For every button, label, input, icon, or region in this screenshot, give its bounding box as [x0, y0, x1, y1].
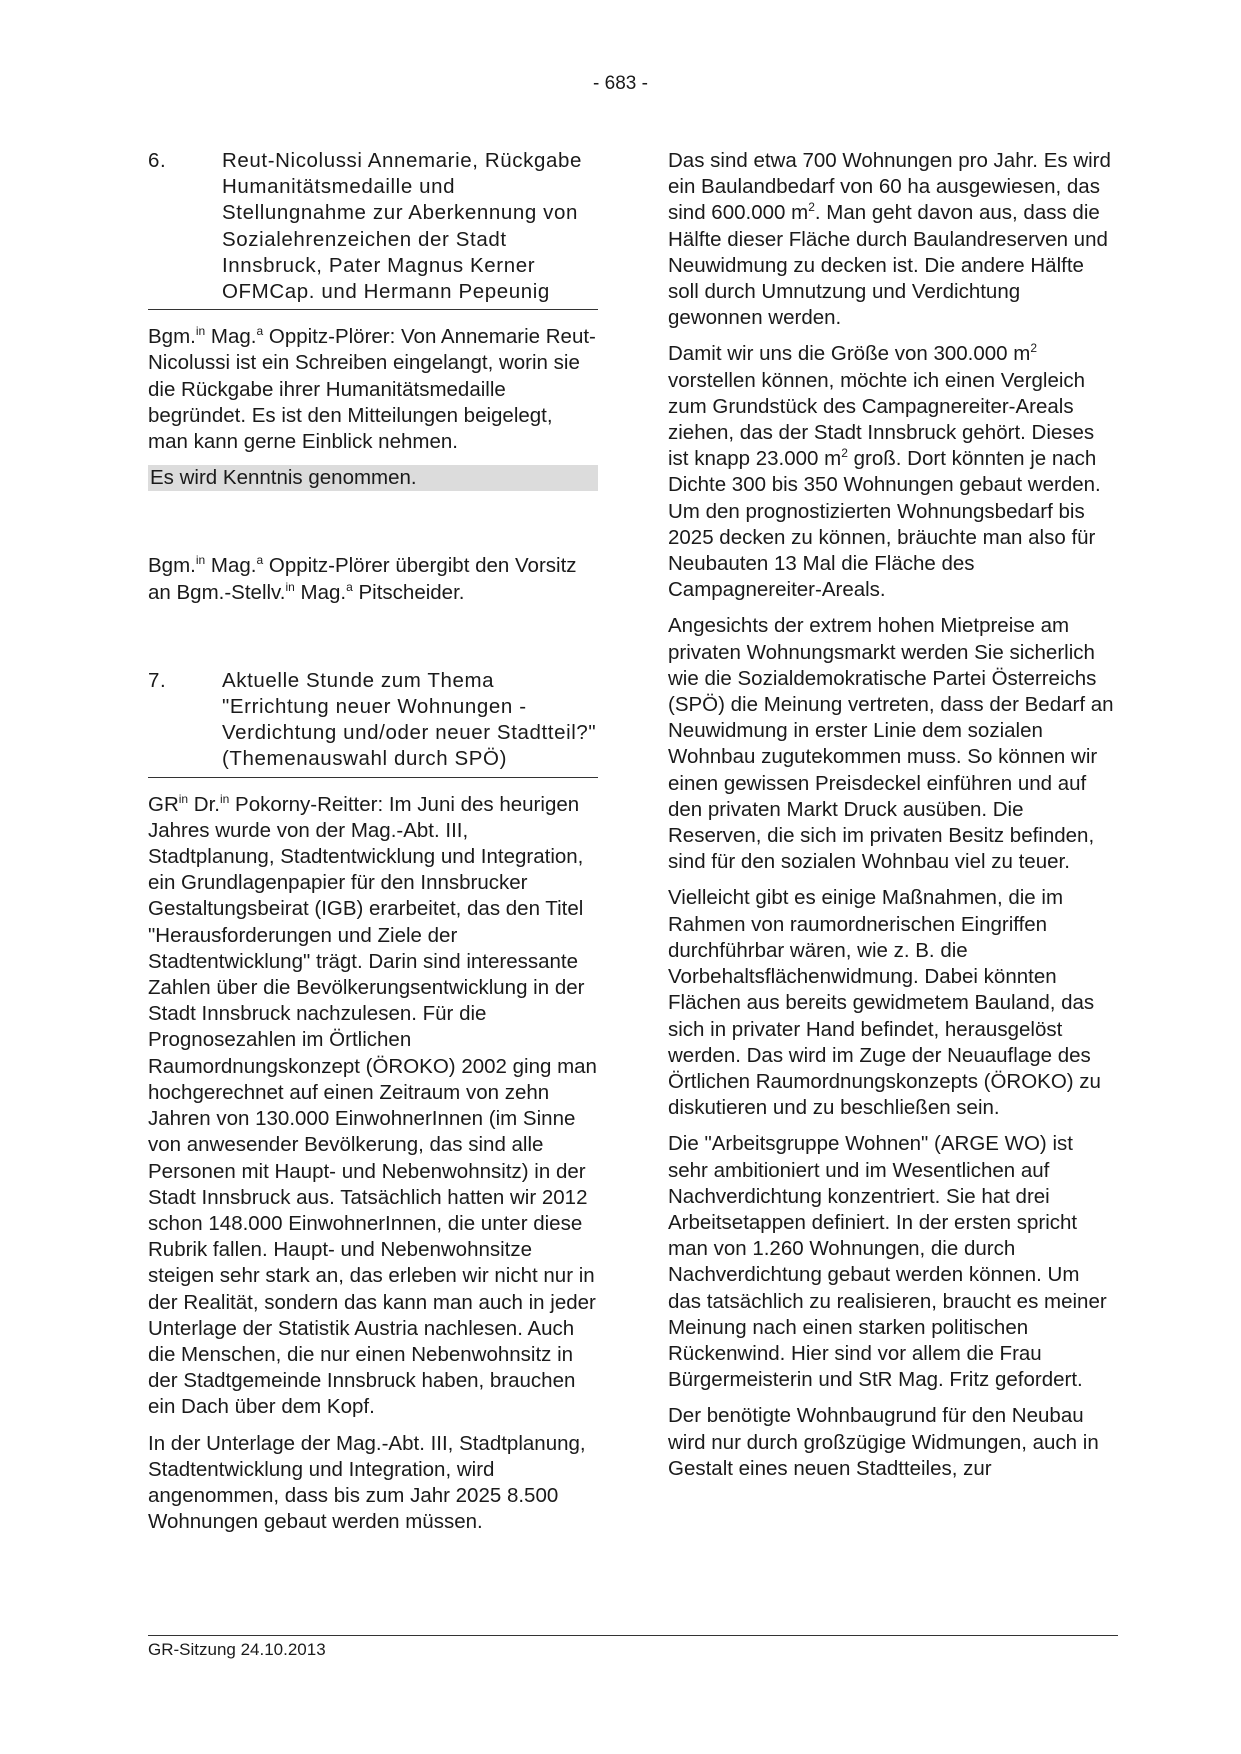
chair-handover: Bgm.$^{in}$ Mag.$^a$ Oppitz-Plörer übergibt den Vorsitz an Bgm.-Stellv.$^{in}$ Mag.$^a$ Pitscheider.	[148, 553, 577, 604]
agenda-item-7	[148, 668, 598, 778]
left-column	[148, 148, 598, 1545]
speech-paragraph: In der Unterlage der Mag.-Abt. III, Stadtplanung, Stadtentwicklung und Integration, wird angenommen, dass bis zum Jahr 2025 8.500 Wohnungen gebaut werden müssen.	[148, 1431, 586, 1534]
speech-paragraph: Der benötigte Wohnbaugrund für den Neubau wird nur durch großzügige Widmungen, auch in Gestalt eines neuen Stadtteiles, zur	[668, 1404, 1099, 1480]
footer-divider	[148, 1635, 1118, 1636]
page-number: - 683 -	[593, 73, 648, 94]
agenda-item-number: 6.	[148, 149, 167, 172]
decision-box: Es wird Kenntnis genommen.	[148, 465, 598, 491]
speech-paragraph: Das sind etwa 700 Wohnungen pro Jahr. Es wird ein Baulandbedarf von 60 ha ausgewiesen, das sind 600.000 $m^2$. Man geht davon aus, dass die Hälfte dieser Fläche durch Baulandreserven und Neuwidmung zu decken ist. Die andere Hälfte soll durch Umnutzung und Verdichtung gewonnen werden.	[668, 149, 1111, 330]
speech-paragraph: Damit wir uns die Größe von 300.000 $m^2$ vorstellen können, möchte ich einen Vergleich zum Grundstück des Campagnereiter-Areals ziehen, das der Stadt Innsbruck gehört. Dieses ist knapp 23.000 $m^2$ groß. Dort könnten je nach Dichte 300 bis 350 Wohnungen gebaut werden. Um den prognostizierten Wohnungsbedarf bis 2025 decken zu können, bräuchte man also für Neubauten 13 Mal die Fläche des Campagnereiter-Areals.	[668, 341, 1101, 602]
agenda-item-title: Aktuelle Stunde zum Thema "Errichtung neuer Wohnungen - Verdichtung und/oder neuer Stadtteil?" (Themenauswahl durch SPÖ)	[222, 668, 597, 771]
agenda-item-title: Reut-Nicolussi Annemarie, Rückgabe Humanitätsmedaille und Stellungnahme zur Aberkennung von Sozialehrenzeichen der Stadt Innsbruck, Pater Magnus Kerner OFMCap. und Hermann Pepeunig	[222, 149, 582, 304]
speech-paragraph: Angesichts der extrem hohen Mietpreise am privaten Wohnungsmarkt werden Sie sicherlich wie die Sozialdemokratische Partei Österreichs (SPÖ) die Meinung vertreten, dass der Bedarf an Neuwidmung in erster Linie dem sozialen Wohnbau zugutekommen muss. So können wir einen gewissen Preisdeckel einführen und auf den privaten Markt Druck ausüben. Die Reserven, die sich im privaten Besitz befinden, sind für den sozialen Wohnbau viel zu teuer.	[668, 614, 1114, 874]
agenda-item-6	[148, 148, 598, 310]
speech-paragraph: Die "Arbeitsgruppe Wohnen" (ARGE WO) ist sehr ambitioniert und im Wesentlichen auf Nachverdichtung konzentriert. Sie hat drei Arbeitsetappen definiert. In der ersten spricht man von 1.260 Wohnungen, die durch Nachverdichtung gebaut werden können. Um das tatsächlich zu realisieren, braucht es meiner Meinung nach einen starken politischen Rückenwind. Hier sind vor allem die Frau Bürgermeisterin und StR Mag. Fritz gefordert.	[668, 1132, 1107, 1392]
agenda-item-number: 7.	[148, 668, 167, 692]
right-column	[668, 148, 1118, 1492]
footer-text: GR-Sitzung 24.10.2013	[148, 1640, 326, 1659]
speech-paragraph: Vielleicht gibt es einige Maßnahmen, die im Rahmen von raumordnerischen Eingriffen durchführbar wären, wie z. B. die Vorbehaltsflächenwidmung. Dabei könnten Flächen aus bereits gewidmetem Bauland, das sich in privater Hand befindet, herausgelöst werden. Das wird im Zuge der Neuauflage des Örtlichen Raumordnungskonzepts (ÖROKO) zu diskutieren und zu beschließen sein.	[668, 886, 1101, 1120]
speech-paragraph: Bgm.$^{in}$ Mag.$^a$ Oppitz-Plörer: Von Annemarie Reut-Nicolussi ist ein Schreiben eingelangt, worin sie die Rückgabe ihrer Humanitätsmedaille begründet. Es ist den Mitteilungen beigelegt, man kann gerne Einblick nehmen.	[148, 324, 596, 454]
speech-paragraph: $GR^{in}$ Dr.$^{in}$ Pokorny-Reitter: Im Juni des heurigen Jahres wurde von der Mag.-Abt. III, Stadtplanung, Stadtentwicklung und Integration, ein Grundlagenpapier für den Innsbrucker Gestaltungsbeirat (IGB) erarbeitet, das den Titel "Herausforderungen und Ziele der Stadtentwicklung" trägt. Darin sind interessante Zahlen über die Bevölkerungsentwicklung in der Stadt Innsbruck nachzulesen. Für die Prognosezahlen im Örtlichen Raumordnungskonzept (ÖROKO) 2002 ging man hochgerechnet auf einen Zeitraum von zehn Jahren von 130.000 EinwohnerInnen (im Sinne von anwesender Bevölkerung, das sind alle Personen mit Haupt- und Nebenwohnsitz) in der Stadt Innsbruck aus. Tatsächlich hatten wir 2012 schon 148.000 EinwohnerInnen, die unter diese Rubrik fallen. Haupt- und Nebenwohnsitze steigen sehr stark an, das erleben wir nicht nur in der Realität, sondern das kann man auch in jeder Unterlage der Statistik Austria nachlesen. Auch die Menschen, die nur einen Nebenwohnsitz in der Stadtgemeinde Innsbruck haben, brauchen ein Dach über dem Kopf.	[148, 791, 597, 1419]
